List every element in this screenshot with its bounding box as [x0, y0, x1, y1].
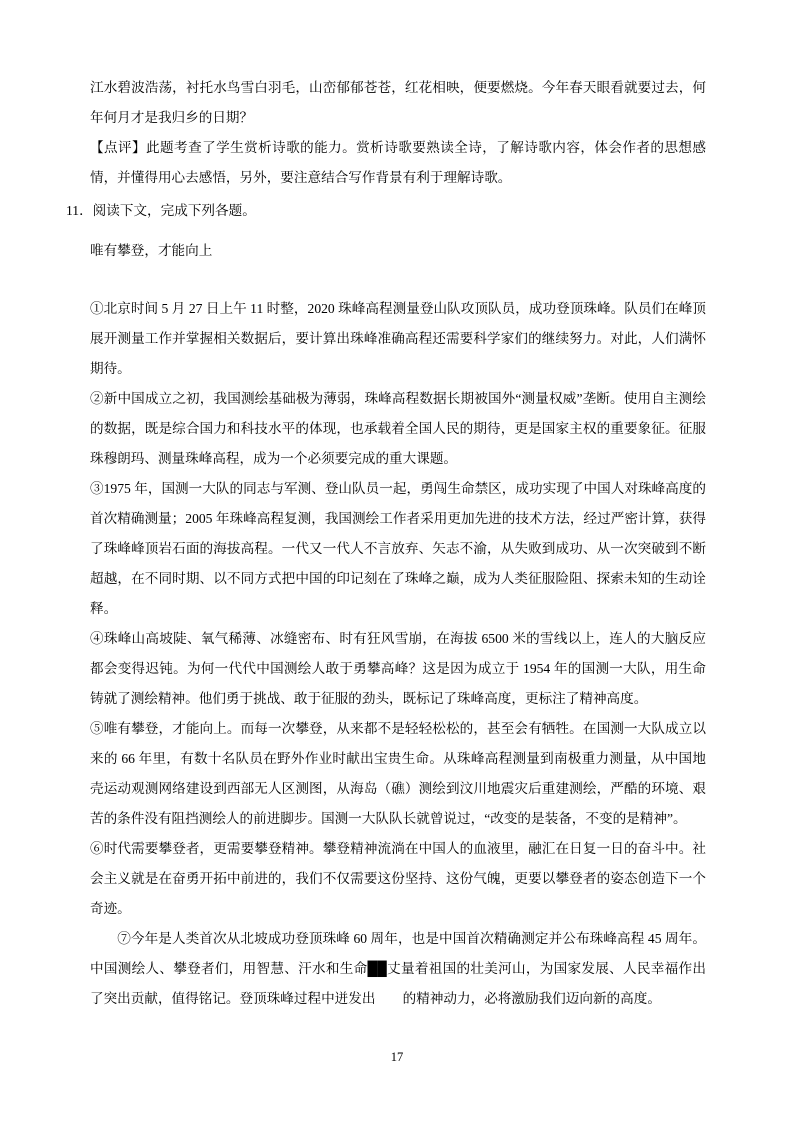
passage-paragraph-4: ④珠峰山高坡陡、氧气稀薄、冰缝密布、时有狂风雪崩，在海拔 6500 米的雪线以上，连人的大脑反应都会变得迟钝。为何一代代中国测绘人敢于勇攀高峰？这是因为成立于 1954 年的国测一大队，用生命铸就了测绘精神。他们勇于挑战、敢于征服的劲头，既标记了珠峰高度，更标注了精神高度。 [90, 631, 706, 706]
passage-title: 唯有攀登，才能向上 [90, 243, 213, 258]
passage-paragraph-5: ⑤唯有攀登，才能向上。而每一次攀登，从来都不是轻轻松松的，甚至会有牺牲。在国测一大队成立以来的 66 年里，有数十名队员在野外作业时献出宝贵生命。从珠峰高程测量到南极重力测量，从中国地壳运动观测网络建设到西部无人区测图，从海岛（礁）测绘到汶川地震灾后重建测绘，严酷的环境、艰苦的条件没有阻挡测绘人的前进脚步。国测一大队队长就曾说过，“改变的是装备，不变的是精神”。 [90, 721, 706, 826]
passage-paragraph-2: ②新中国成立之初，我国测绘基础极为薄弱，珠峰高程数据长期被国外“测量权威”垄断。使用自主测绘的数据，既是综合国力和科技水平的体现，也承载着全国人民的期待，更是国家主权的重要象征。征服珠穆朗玛、测量珠峰高程，成为一个必须要完成的重大课题。 [90, 391, 706, 466]
passage-paragraph-3: ③1975 年，国测一大队的同志与军测、登山队员一起，勇闯生命禁区，成功实现了中国人对珠峰高度的首次精确测量；2005 年珠峰高程复测，我国测绘工作者采用更加先进的技术方法，经过严密计算，获得了珠峰峰顶岩石面的海拔高程。一代又一代人不言放弃、矢志不渝，从失败到成功、从一次突破到不断超越，在不同时期、以不同方式把中国的印记刻在了珠峰之巅，成为人类征服险阻、探索未知的生动诠释。 [90, 481, 706, 616]
passage-paragraph-6: ⑥时代需要攀登者，更需要攀登精神。攀登精神流淌在中国人的血液里，融汇在日复一日的奋斗中。社会主义就是在奋勇开拓中前进的，我们不仅需要这份坚持、这份气魄，更要以攀登者的姿态创造下一个奇迹。 [90, 841, 706, 916]
comment-paragraph: 【点评】此题考查了学生赏析诗歌的能力。赏析诗歌要熟读全诗，了解诗歌内容，体会作者的思想感情，并懂得用心去感悟，另外，要注意结合写作背景有利于理解诗歌。 [90, 140, 706, 185]
answer-continuation-text: 江水碧波浩荡，衬托水鸟雪白羽毛，山峦郁郁苍苍，红花相映，便要燃烧。今年春天眼看就要过去，何年何月才是我归乡的日期？ [90, 80, 706, 125]
page-number: 17 [390, 1050, 404, 1064]
question-11-heading: 11．阅读下文，完成下列各题。 [66, 203, 256, 218]
passage-paragraph-1: ①北京时间 5 月 27 日上午 11 时整，2020 珠峰高程测量登山队攻顶队员，成功登顶珠峰。队员们在峰顶展开测量工作并掌握相关数据后，要计算出珠峰准确高程还需要科学家们的继续努力。对此，人们满怀期待。 [90, 301, 706, 376]
passage-paragraph-7: ⑦今年是人类首次从北坡成功登顶珠峰 60 周年，也是中国首次精确测定并公布珠峰高程 45 周年。中国测绘人、攀登者们，用智慧、汗水和生命██丈量着祖国的壮美河山，为国家发展、人民幸福作出了突出贡献，值得铭记。登顶珠峰过程中迸发出 的精神动力，必将激励我们迈向新的高度。 [90, 931, 706, 1006]
page-content [66, 73, 706, 1014]
